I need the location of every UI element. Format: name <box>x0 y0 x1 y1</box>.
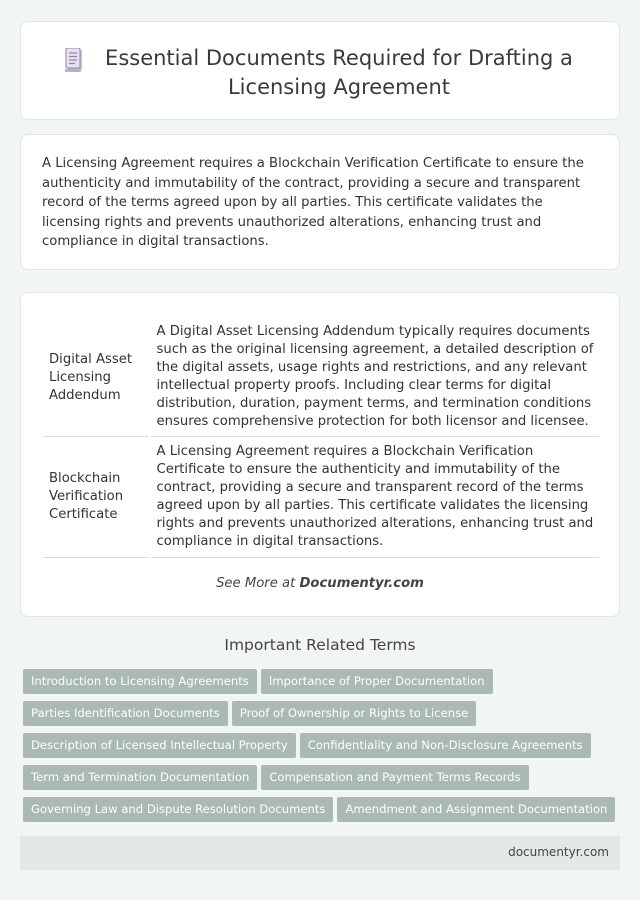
document-description: A Digital Asset Licensing Addendum typically requires documents such as the original licensing agreement, a detailed description of the digital assets, usage rights and restrictions, and any relevant intellectual property proofs. Including clear terms for digital distribution, duration, payment terms, and termination conditions ensures comprehensive protection for both licensor and licensee. <box>149 319 599 437</box>
related-term-tag[interactable]: Term and Termination Documentation <box>23 765 257 790</box>
document-name: Digital Asset Licensing Addendum <box>43 319 149 437</box>
related-terms-title: Important Related Terms <box>224 636 416 654</box>
intro-card <box>20 134 620 270</box>
related-term-tag[interactable]: Governing Law and Dispute Resolution Documents <box>23 797 333 822</box>
page-title: Essential Documents Required for Drafting a Licensing Agreement <box>105 46 573 99</box>
document-name: Blockchain Verification Certificate <box>43 437 149 558</box>
related-term-tag[interactable]: Proof of Ownership or Rights to License <box>232 701 476 726</box>
related-term-tag[interactable]: Introduction to Licensing Agreements <box>23 669 257 694</box>
title-card <box>20 21 620 120</box>
tag-row <box>23 701 623 733</box>
tag-row <box>23 669 623 701</box>
footer-site-link[interactable]: documentyr.com <box>508 845 609 859</box>
related-term-tag[interactable]: Confidentiality and Non-Disclosure Agreements <box>300 733 591 758</box>
document-description: A Licensing Agreement requires a Blockchain Verification Certificate to ensure the authenticity and immutability of the contract, providing a secure and transparent record of the terms agreed upon by all parties. This certificate validates the licensing rights and prevents unauthorized alterations, enhancing trust and compliance in digital transactions. <box>149 437 599 558</box>
table-row <box>43 437 599 558</box>
related-term-tag[interactable]: Parties Identification Documents <box>23 701 228 726</box>
table-row <box>43 319 599 437</box>
related-terms-list <box>23 669 623 829</box>
related-term-tag[interactable]: Compensation and Payment Terms Records <box>261 765 528 790</box>
footer <box>20 836 620 870</box>
tag-row <box>23 733 623 765</box>
see-more-prefix: See More at <box>216 576 300 591</box>
related-term-tag[interactable]: Importance of Proper Documentation <box>261 669 493 694</box>
related-term-tag[interactable]: Amendment and Assignment Documentation <box>337 797 615 822</box>
tag-row <box>23 797 623 829</box>
documents-card <box>20 292 620 617</box>
see-more <box>21 576 619 591</box>
documents-table <box>43 319 599 558</box>
related-term-tag[interactable]: Description of Licensed Intellectual Property <box>23 733 296 758</box>
tag-row <box>23 765 623 797</box>
intro-text: A Licensing Agreement requires a Blockchain Verification Certificate to ensure the authenticity and immutability of the contract, providing a secure and transparent record of the terms agreed upon by all parties. This certificate validates the licensing rights and prevents unauthorized alterations, enhancing trust and compliance in digital transactions. <box>42 156 584 250</box>
see-more-link[interactable]: Documentyr.com <box>299 576 424 591</box>
